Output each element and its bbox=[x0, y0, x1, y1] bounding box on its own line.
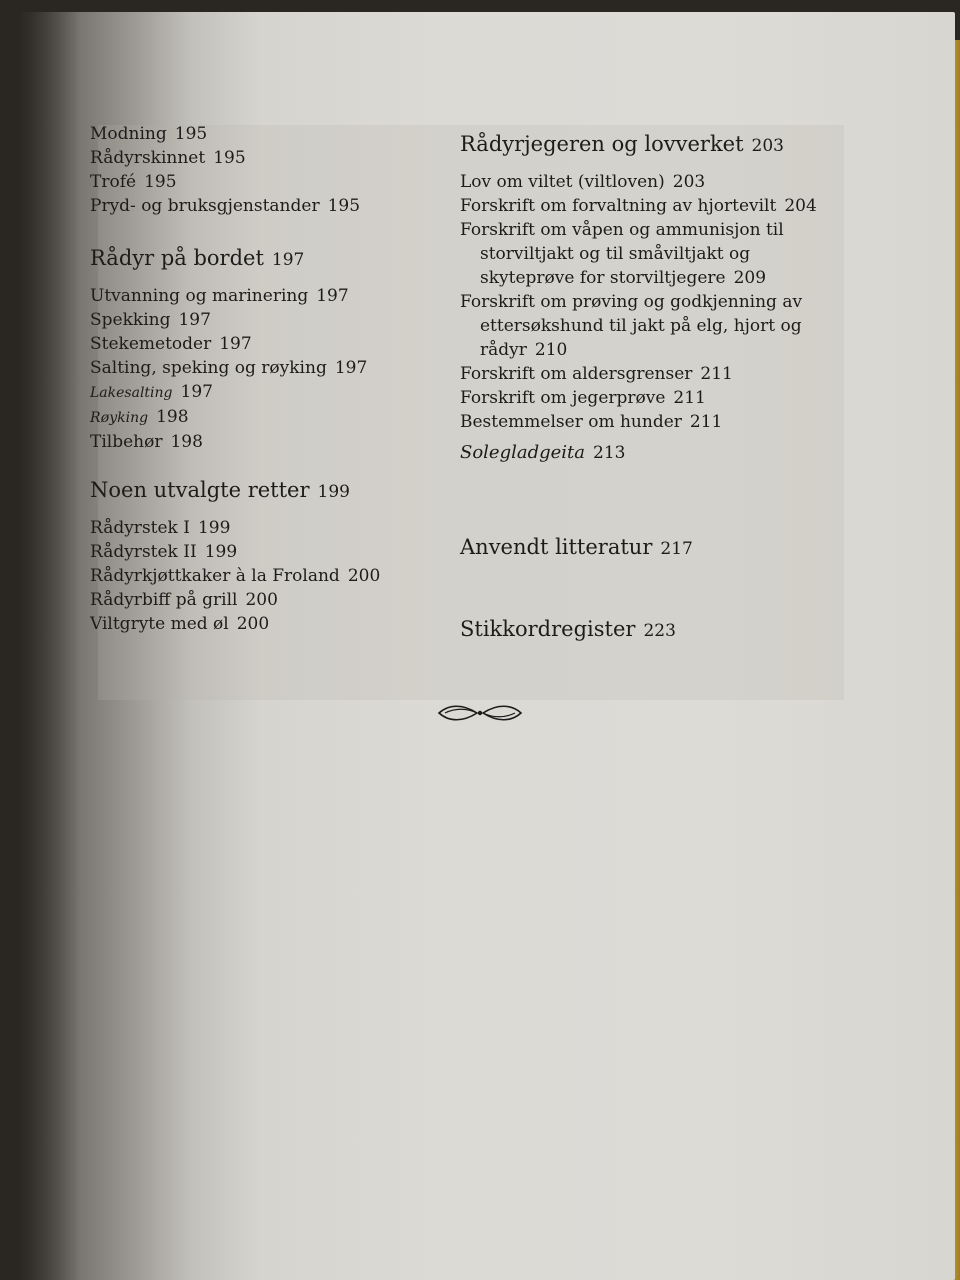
toc-entry: Forskrift om forvaltning av hjortevilt 204 bbox=[460, 196, 817, 216]
section-heading: Rådyr på bordet 197 bbox=[90, 246, 305, 270]
section-heading: Rådyrjegeren og lovverket 203 bbox=[460, 132, 784, 156]
toc-entry: Forskrift om jegerprøve 211 bbox=[460, 388, 706, 408]
spacer bbox=[460, 573, 820, 597]
toc-subentry: Røyking 198 bbox=[90, 407, 189, 427]
toc-entry: Rådyrstek I 199 bbox=[90, 518, 231, 538]
toc-entry: Utvanning og marinering 197 bbox=[90, 286, 349, 306]
toc-entry: Trofé 195 bbox=[90, 172, 177, 192]
toc-entry: Forskrift om prøving og godkjenning av ettersøkshund til jakt på elg, hjort og rådyr 210 bbox=[460, 292, 803, 360]
toc-entry: Rådyrstek II 199 bbox=[90, 542, 238, 562]
toc-entry: Modning 195 bbox=[90, 124, 208, 144]
toc-entry: Tilbehør 198 bbox=[90, 432, 203, 452]
toc-entry: Forskrift om aldersgrenser 211 bbox=[460, 364, 733, 384]
toc-right-column bbox=[460, 122, 820, 655]
spacer bbox=[460, 471, 820, 515]
literature-heading: Anvendt litteratur 217 bbox=[460, 535, 693, 559]
toc-entry: Stekemetoder 197 bbox=[90, 334, 252, 354]
toc-subentry: Lakesalting 197 bbox=[90, 382, 213, 402]
section-heading: Noen utvalgte retter 199 bbox=[90, 478, 350, 502]
toc-entry: Viltgryte med øl 200 bbox=[90, 614, 270, 634]
toc-entry: Lov om viltet (viltloven) 203 bbox=[460, 172, 706, 192]
flourish-ornament-icon bbox=[435, 702, 525, 724]
toc-entry: Bestemmelser om hunder 211 bbox=[460, 412, 723, 432]
toc-entry: Salting, speking og røyking 197 bbox=[90, 358, 368, 378]
toc-entry: Spekking 197 bbox=[90, 310, 211, 330]
toc-entry: Rådyrskinnet 195 bbox=[90, 148, 246, 168]
toc-entry: Forskrift om våpen og ammunisjon til storviltjakt og til småviltjakt og skyteprøve for storviltjegere 209 bbox=[460, 220, 784, 288]
toc-left-column bbox=[90, 122, 430, 636]
solegladgeita-heading: Solegladgeita 213 bbox=[460, 442, 626, 463]
toc-entry: Rådyrkjøttkaker à la Froland 200 bbox=[90, 566, 381, 586]
toc-entry: Pryd- og bruksgjenstander 195 bbox=[90, 196, 361, 216]
toc-entry: Rådyrbiff på grill 200 bbox=[90, 590, 278, 610]
index-heading: Stikkordregister 223 bbox=[460, 617, 676, 641]
page-gutter-shadow bbox=[20, 12, 80, 1280]
